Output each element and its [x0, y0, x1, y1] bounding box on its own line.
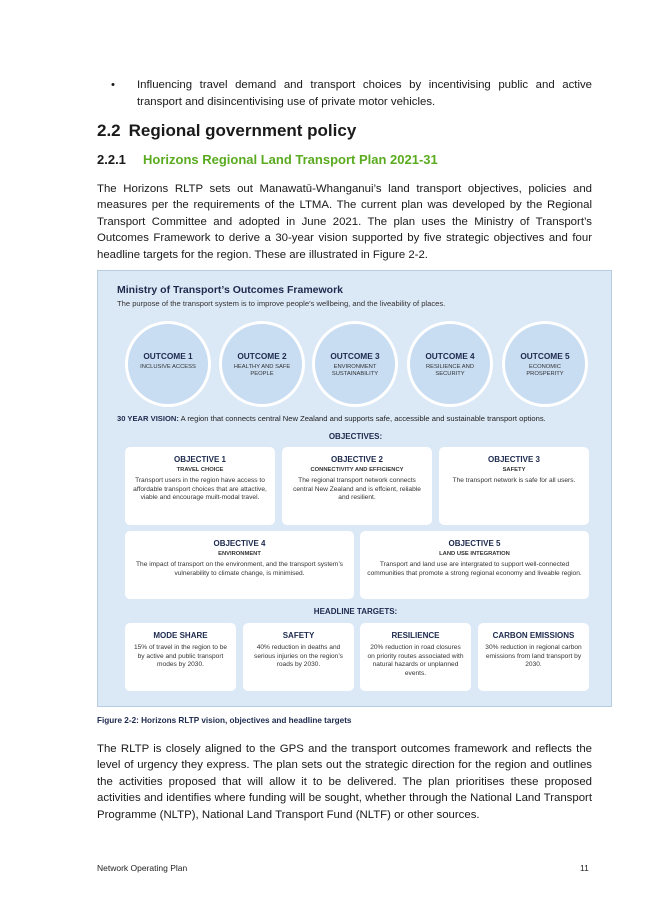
outcome-desc: ENVIRONMENT SUSTAINABILITY [331, 364, 379, 377]
objective-desc: The impact of transport on the environment, and the transport system’s vulnerability to climate change, is minimised. [136, 561, 343, 577]
footer-document-title: Network Operating Plan [97, 863, 188, 873]
target-desc: 30% reduction in regional carbon emissions from land transport by 2030. [485, 644, 582, 668]
outcome-desc: RESILIENCE AND SECURITY [426, 364, 474, 377]
section-number: 2.2 [97, 121, 121, 140]
bullet-item [111, 77, 592, 111]
targets-label: HEADLINE TARGETS: [313, 607, 398, 616]
objective-name: OBJECTIVE 5 [448, 539, 501, 548]
target-name: SAFETY [282, 631, 315, 640]
vision-label: 30 YEAR VISION: [117, 414, 179, 423]
objective-card-3 [439, 447, 589, 525]
objective-name: OBJECTIVE 3 [487, 455, 540, 464]
objective-name: OBJECTIVE 2 [330, 455, 383, 464]
figure-subtitle: The purpose of the transport system is to improve people’s wellbeing, and the liveability of places. [117, 299, 446, 308]
figure-title: Ministry of Transport’s Outcomes Framework [117, 284, 343, 296]
outcome-desc: HEALTHY AND SAFE PEOPLE [233, 364, 291, 377]
section-heading [97, 121, 356, 141]
objective-desc: Transport users in the region have access to affordable transport choices that are attactive, viable and encourage muilt-modal travel. [133, 477, 267, 501]
subsection-number: 2.2.1 [97, 152, 126, 167]
objective-name: OBJECTIVE 4 [213, 539, 266, 548]
outcome-circle-5 [502, 321, 588, 407]
target-card-mode-share [125, 623, 236, 691]
bullet-marker: • [111, 79, 115, 91]
objective-desc: The regional transport network connects central New Zealand and is effcient, reliable and resilient. [293, 477, 421, 501]
objective-sub: CONNECTIVITY AND EFFICIENCY [310, 467, 404, 473]
target-name: RESILIENCE [391, 631, 440, 640]
target-card-resilience [360, 623, 471, 691]
section-title: Regional government policy [128, 121, 357, 140]
vision-text: A region that connects central New Zealand and supports safe, accessible and sustainable transport options. [180, 414, 546, 423]
outcome-circle-3 [312, 321, 398, 407]
outcomes-framework-figure [97, 270, 612, 707]
target-card-safety [243, 623, 354, 691]
objective-sub: ENVIRONMENT [218, 551, 261, 557]
vision-statement [117, 414, 546, 423]
footer-page-number: 11 [580, 863, 589, 873]
objective-sub: SAFETY [502, 467, 526, 473]
target-name: MODE SHARE [153, 631, 208, 640]
target-name: CARBON EMISSIONS [492, 631, 575, 640]
objective-card-2 [282, 447, 432, 525]
bullet-text: Influencing travel demand and transport choices by incentivising public and active transport and disincentivising use of private motor vehicles. [137, 79, 592, 108]
objective-sub: LAND USE INTEGRATION [439, 551, 510, 557]
objective-name: OBJECTIVE 1 [173, 455, 226, 464]
objective-desc: The transport network is safe for all users. [452, 477, 576, 484]
figure-caption: Figure 2-2: Horizons RLTP vision, objectives and headline targets [97, 716, 352, 725]
outcome-desc: ECONOMIC PROSPERITY [526, 364, 564, 377]
target-desc: 40% reduction in deaths and serious injuries on the region’s roads by 2030. [254, 644, 343, 668]
target-card-carbon-emissions [478, 623, 589, 691]
outcome-name: OUTCOME 5 [520, 351, 570, 361]
outcome-circle-2 [219, 321, 305, 407]
outcome-desc: INCLUSIVE ACCESS [140, 364, 196, 370]
objective-desc: Transport and land use are intergrated to support well-connected communities that promote a strong regional economy and liveable region. [367, 561, 582, 577]
target-desc: 20% reduction in road closures on priority routes associated with natural hazards or unplanned events. [367, 644, 464, 677]
objective-sub: TRAVEL CHOICE [176, 467, 224, 473]
subsection-title: Horizons Regional Land Transport Plan 2021-31 [143, 152, 438, 167]
paragraph-intro: The Horizons RLTP sets out Manawatū-Whanganui’s land transport objectives, policies and measures per the requirements of the LTMA. The current plan was developed by the Regional Transport Committee and adopted in June 2021. The plan uses the Ministry of Transport’s Outcomes Framework to derive a 30-year vision supported by five strategic objectives and four headline targets for the region. These are illustrated in Figure 2-2. [97, 183, 592, 261]
outcome-name: OUTCOME 1 [143, 351, 193, 361]
outcome-circle-4 [407, 321, 493, 407]
objectives-label: OBJECTIVES: [328, 432, 383, 441]
outcome-name: OUTCOME 2 [237, 351, 287, 361]
objective-card-4 [125, 531, 354, 599]
outcome-name: OUTCOME 4 [425, 351, 475, 361]
subsection-heading [97, 152, 438, 167]
paragraph-rltp-alignment: The RLTP is closely aligned to the GPS and the transport outcomes framework and reflects the level of urgency they express. The plan sets out the strategic direction for the region and outlines the activities proposed that will allow it to be delivered. The plan prioritises these proposed activities and identifies where funding will be sought, whether through the National Land Transport Programme (NLTP), National Land Transport Fund (NLTF) or other sources. [97, 743, 592, 821]
outcome-name: OUTCOME 3 [330, 351, 380, 361]
target-desc: 15% of travel in the region to be by active and public transport modes by 2030. [133, 644, 228, 668]
objective-card-5 [360, 531, 589, 599]
outcome-circle-1 [125, 321, 211, 407]
objective-card-1 [125, 447, 275, 525]
